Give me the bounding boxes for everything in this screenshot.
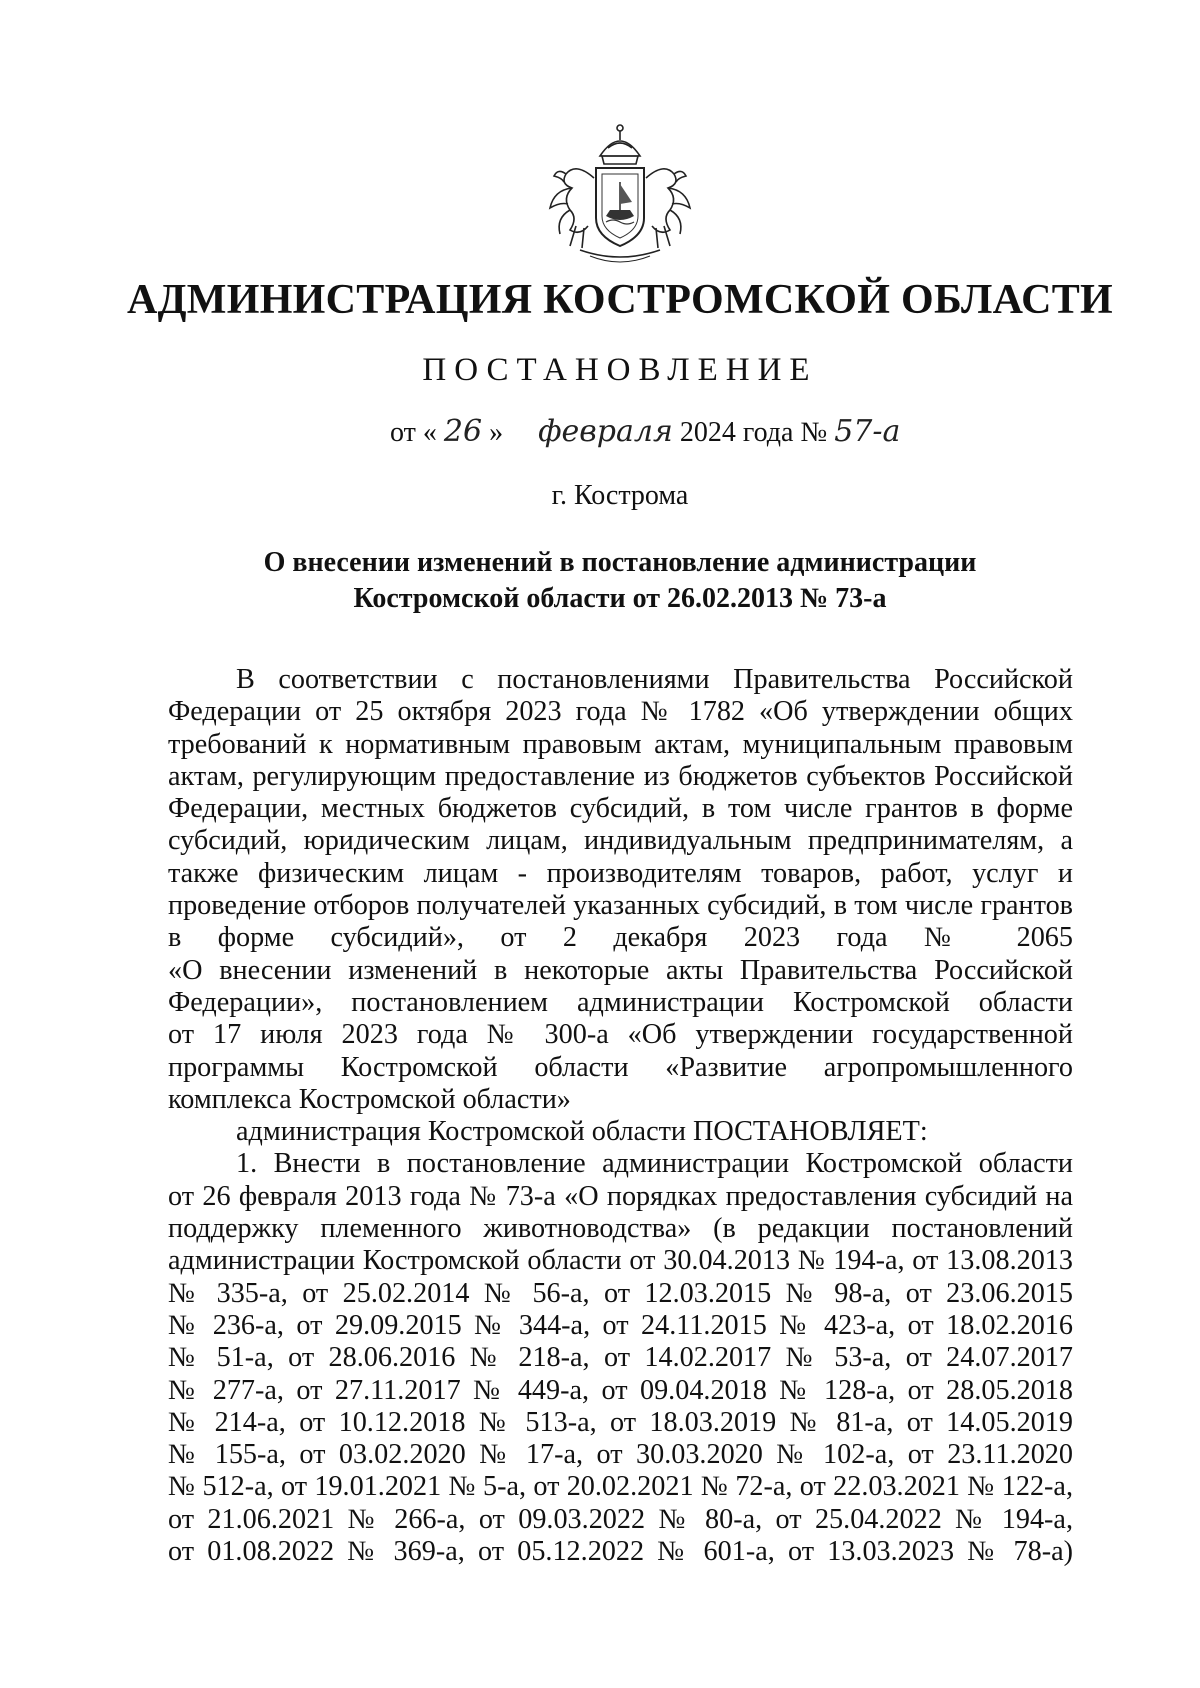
body-line: № 512-а, от 19.01.2021 № 5-а, от 20.02.2021 № 72-а, от 22.03.2021 № 122-а, <box>168 1471 1073 1503</box>
body-line: Федерации, местных бюджетов субсидий, в том числе грантов в форме <box>168 793 1073 825</box>
body-line: 1. Внести в постановление администрации Костромской области <box>236 1148 1073 1180</box>
body-line: № 236-а, от 29.09.2015 № 344-а, от 24.11.2015 № 423-а, от 18.02.2016 <box>168 1309 1073 1341</box>
document-date-line <box>390 414 900 449</box>
body-line: Федерации», постановлением администрации Костромской области <box>168 986 1073 1018</box>
date-year: 2024 года № <box>679 417 828 448</box>
document-subject <box>0 545 1200 617</box>
body-line: № 335-а, от 25.02.2014 № 56-а, от 12.03.2015 № 98-а, от 23.06.2015 <box>168 1277 1073 1309</box>
body-line: администрация Костромской области ПОСТАНОВЛЯЕТ: <box>236 1116 928 1148</box>
body-line: программы Костромской области «Развитие агропромышленного <box>168 1051 1073 1083</box>
body-line: «О внесении изменений в некоторые акты Правительства Российской <box>168 954 1073 986</box>
body-line: от 21.06.2021 № 266-а, от 09.03.2022 № 80-а, от 25.04.2022 № 194-а, <box>168 1503 1073 1535</box>
date-month: февраля <box>538 414 673 449</box>
document-body <box>168 664 1073 1568</box>
body-line: в форме субсидий», от 2 декабря 2023 года № 2065 <box>168 922 1073 954</box>
body-line: субсидий, юридическим лицам, индивидуальным предпринимателям, а <box>168 825 1073 857</box>
organization-title: АДМИНИСТРАЦИЯ КОСТРОМСКОЙ ОБЛАСТИ <box>126 277 1114 323</box>
body-line: требований к нормативным правовым актам, муниципальным правовым <box>168 728 1073 760</box>
body-line: № 277-а, от 27.11.2017 № 449-а, от 09.04.2018 № 128-а, от 28.05.2018 <box>168 1374 1073 1406</box>
document-city: г. Кострома <box>551 480 689 511</box>
body-line: комплекса Костромской области» <box>168 1083 571 1115</box>
body-line: проведение отборов получателей указанных субсидий, в том числе грантов <box>168 890 1073 922</box>
body-line: № 51-а, от 28.06.2016 № 218-а, от 14.02.2017 № 53-а, от 24.07.2017 <box>168 1342 1073 1374</box>
coat-of-arms-icon <box>540 118 700 268</box>
body-line: администрации Костромской области от 30.04.2013 № 194-а, от 13.08.2013 <box>168 1245 1073 1277</box>
document-type: ПОСТАНОВЛЕНИЕ <box>422 352 818 388</box>
body-line: актам, регулирующим предоставление из бюджетов субъектов Российской <box>168 760 1073 792</box>
body-line: от 26 февраля 2013 года № 73-а «О порядках предоставления субсидий на <box>168 1180 1073 1212</box>
date-day: 26 <box>443 414 483 449</box>
body-line: от 17 июля 2023 года № 300-а «Об утверждении государственной <box>168 1019 1073 1051</box>
body-line: № 214-а, от 10.12.2018 № 513-а, от 18.03.2019 № 81-а, от 14.05.2019 <box>168 1406 1073 1438</box>
date-mid: » <box>489 417 504 448</box>
body-line: В соответствии с постановлениями Правительства Российской <box>236 664 1073 695</box>
date-prefix: от « <box>390 417 437 448</box>
body-line: поддержку племенного животноводства» (в редакции постановлений <box>168 1213 1073 1245</box>
body-line: от 01.08.2022 № 369-а, от 05.12.2022 № 601-а, от 13.03.2023 № 78-а) <box>168 1536 1073 1568</box>
document-number: 57-а <box>834 414 901 449</box>
body-line: № 155-а, от 03.02.2020 № 17-а, от 30.03.2020 № 102-а, от 23.11.2020 <box>168 1439 1073 1471</box>
body-line: Федерации от 25 октября 2023 года № 1782 «Об утверждении общих <box>168 696 1073 728</box>
subject-line: Костромской области от 26.02.2013 № 73-а <box>353 583 887 614</box>
subject-line: О внесении изменений в постановление администрации <box>263 547 977 578</box>
body-line: также физическим лицам - производителям товаров, работ, услуг и <box>168 857 1073 889</box>
